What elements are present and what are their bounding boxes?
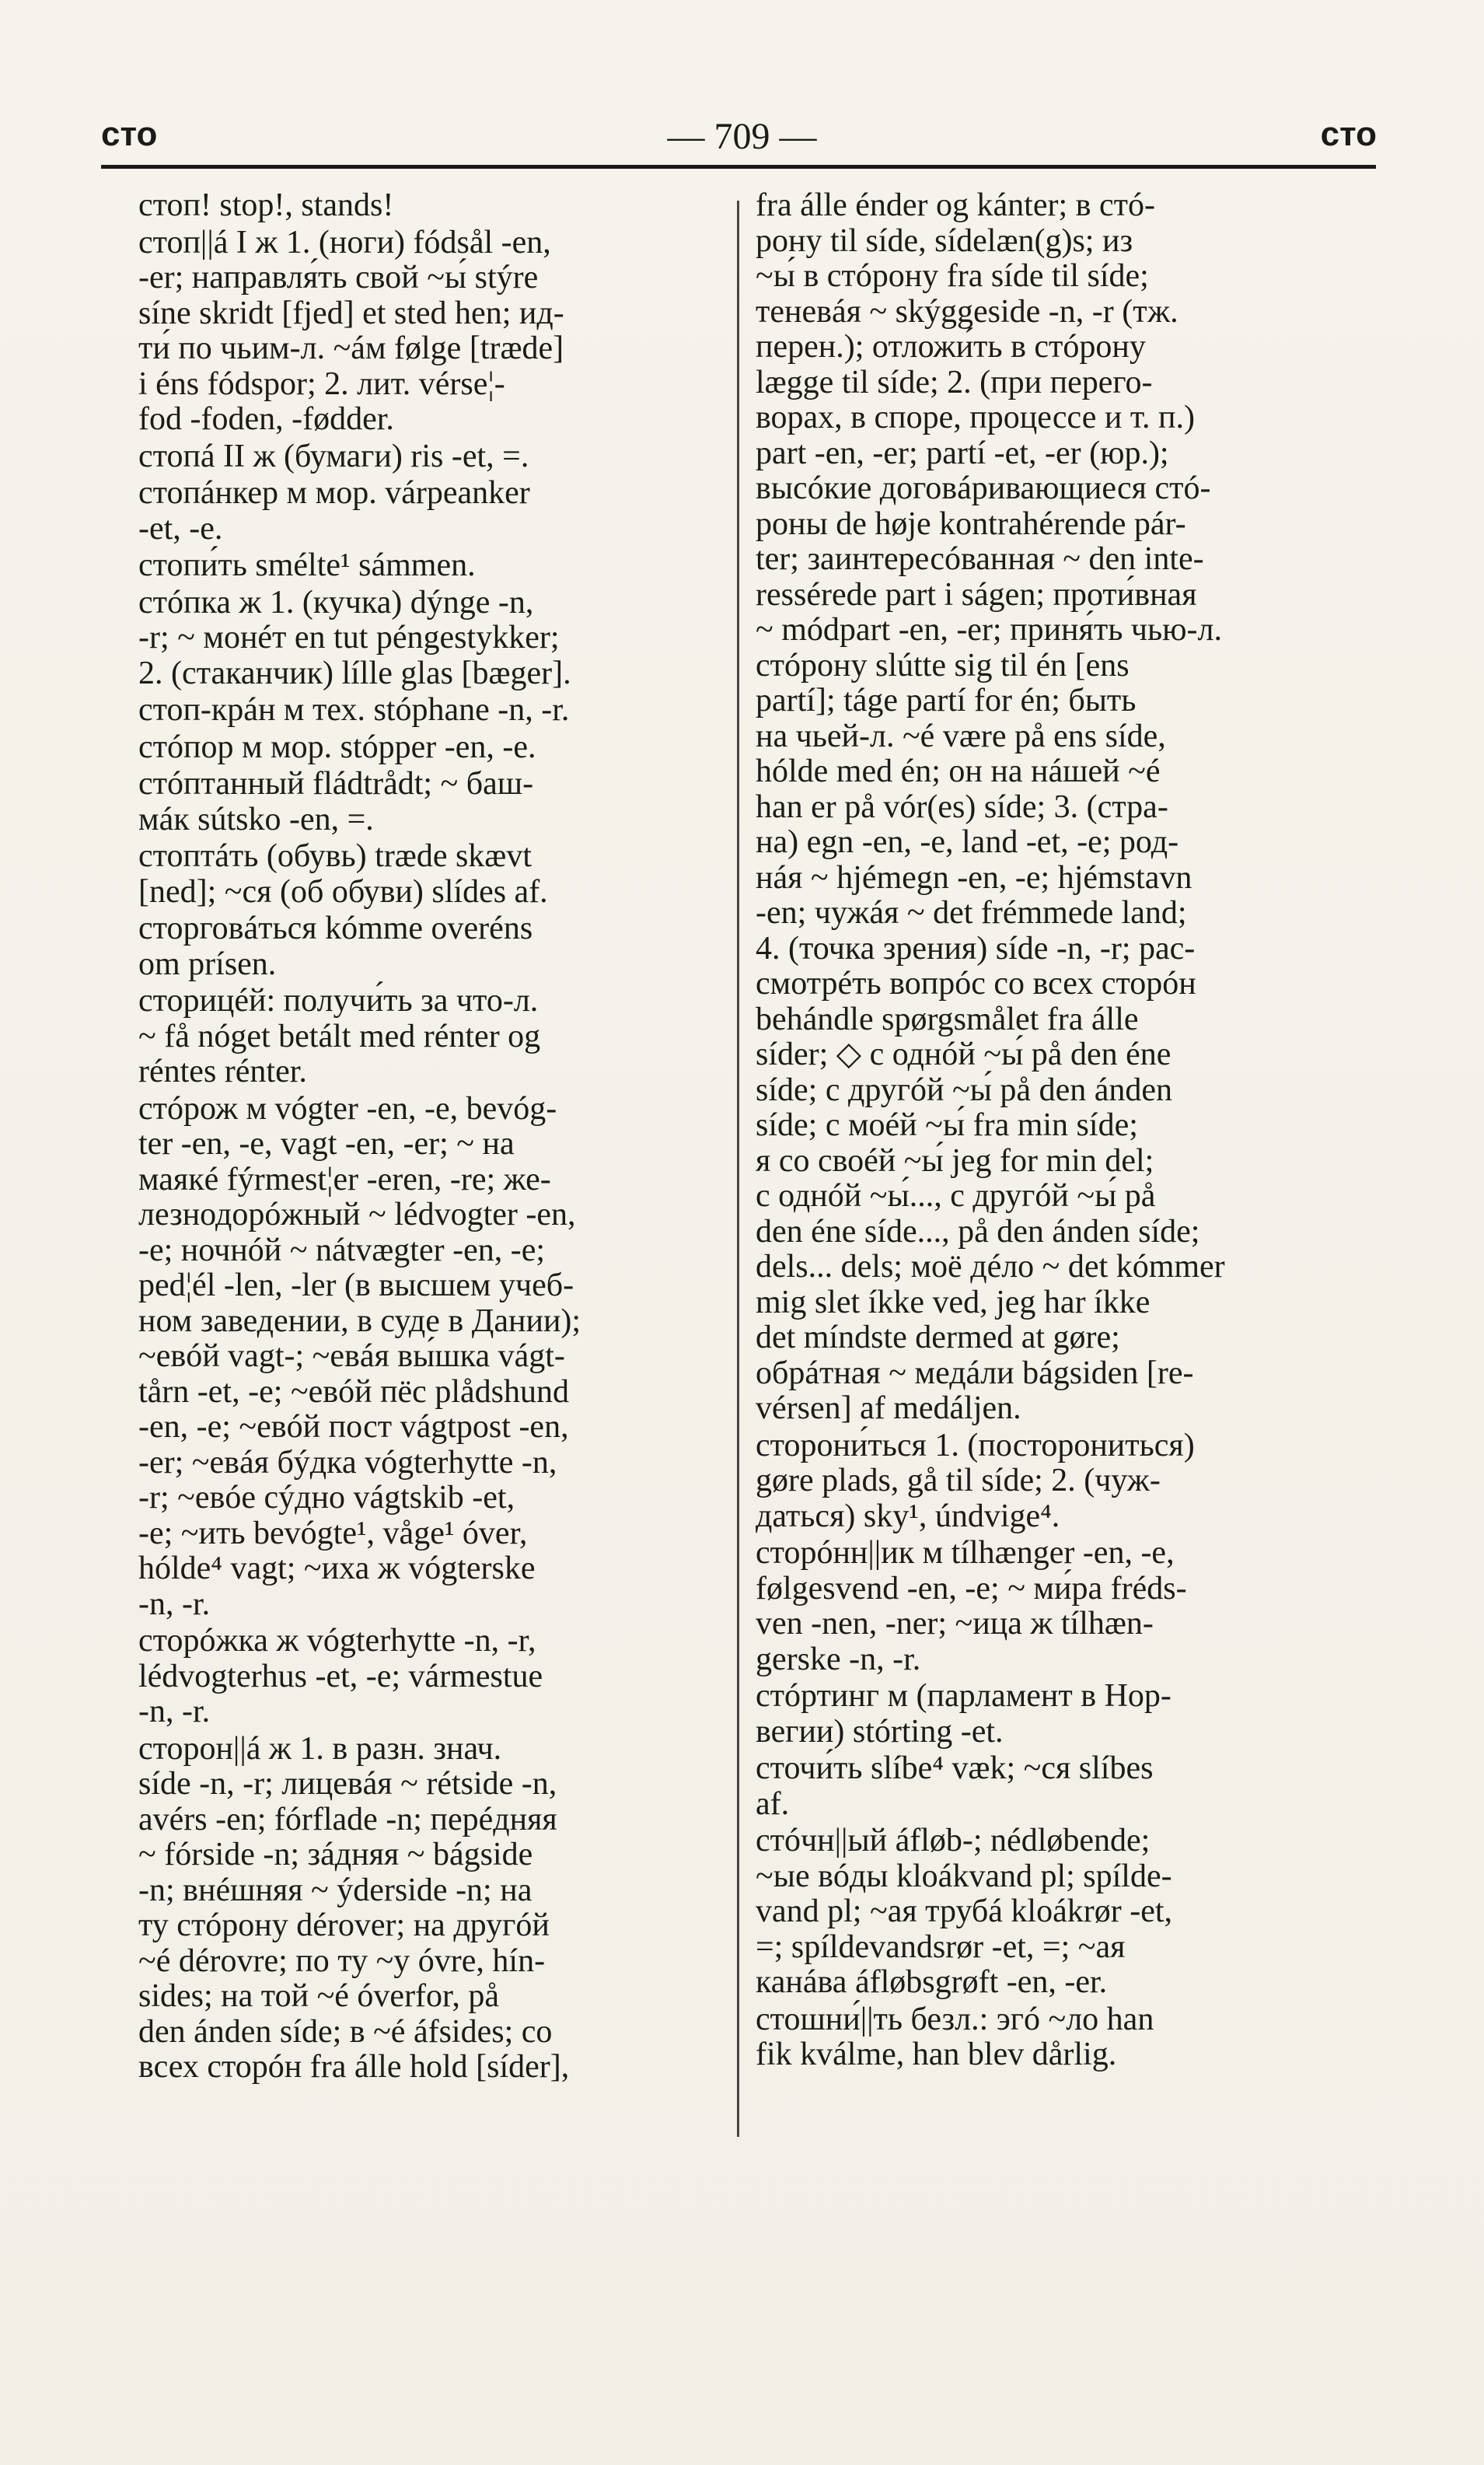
entry-line: ~ få nóget betált med rénter og [138, 1018, 541, 1054]
dictionary-entry [756, 2002, 1376, 2073]
entry-line: маякé fýrmest¦er -eren, -re; же- [138, 1161, 551, 1198]
dictionary-entry [138, 439, 729, 475]
entry-line: -r; ~ монéт en tut péngestykker; [138, 620, 560, 656]
dictionary-entry [756, 1823, 1376, 2001]
left-column [138, 188, 729, 2087]
entry-line: dels... dels; моё дéло ~ det kómmer [756, 1249, 1225, 1285]
dictionary-entry [756, 188, 1376, 1427]
entry-line: vand pl; ~ая трубá kloákrør -et, [756, 1893, 1173, 1929]
entry-line: 2. (стаканчик) lílle glas [bæger]. [138, 655, 571, 691]
entry-line: ter -en, -e, vagt -en, -er; ~ на [138, 1126, 515, 1162]
dictionary-entry [756, 1679, 1376, 1750]
entry-line: =; spíldevandsrør -et, =; ~ая [756, 1928, 1126, 1965]
entry-line: ~ы́ в стóрону fra síde til síde; [756, 258, 1149, 294]
entry-line: fod -foden, -fødder. [138, 401, 394, 437]
entry-line: -e; ~ить bevógte¹, våge¹ óver, [138, 1515, 528, 1551]
entry-line: перен.); отложи́ть в стóрону [756, 329, 1146, 365]
dictionary-entry [138, 1092, 729, 1623]
entry-line: на) egn -en, -e, land -et, -e; род- [756, 824, 1179, 860]
entry-line: gerske -n, -r. [756, 1641, 921, 1677]
entry-line: теневáя ~ skýggeside -n, -r (тж. [756, 293, 1178, 330]
entry-line: partí]; táge partí for én; быть [756, 683, 1137, 719]
entry-line: ressérede part i ságen; проти́вная [756, 576, 1197, 613]
entry-line: han er på vór(es) síde; 3. (стра- [756, 788, 1168, 825]
entry-line: сторони́ться 1. (посторониться) [756, 1427, 1195, 1463]
entry-line: ~евóй vagt-; ~евáя вы́шка vágt- [138, 1338, 565, 1374]
entry-line: part -en, -er; partí -et, -er (юр.); [756, 435, 1169, 471]
dictionary-entry [138, 730, 729, 766]
entry-line: всех сторóн fra álle hold [síder], [138, 2049, 570, 2085]
entry-line: ~ые вóды kloákvand pl; spílde- [756, 1858, 1172, 1894]
entry-line: сторговáться kómme overéns [138, 911, 533, 946]
dictionary-entry [756, 1428, 1376, 1535]
dictionary-entry [138, 839, 729, 910]
header-guide-word-right: сто [1320, 115, 1377, 153]
entry-line: -er; направля́ть свой ~ы́ stýre [138, 260, 539, 295]
entry-line: стóпор м мор. stópper -en, -e. [138, 729, 536, 765]
dictionary-entry [138, 548, 729, 584]
entry-line: 4. (точка зрения) síde -n, -r; рас- [756, 930, 1196, 967]
dictionary-entry [138, 586, 729, 692]
entry-line: вегии) stórting -et. [756, 1713, 1004, 1750]
entry-line: -e; ночнóй ~ nátvægter -en, -e; [138, 1232, 546, 1268]
entry-line: gøre plads, gå til síde; 2. (чуж- [756, 1463, 1161, 1498]
entry-line: нáя ~ hjémegn -en, -e; hjémstavn [756, 859, 1192, 896]
entry-line: стопáнкер м мор. várpeanker [138, 475, 530, 511]
entry-line: роны de høje kontrahérende pár- [756, 505, 1186, 542]
entry-line: рону til síde, sídelæn(g)s; из [756, 222, 1133, 259]
entry-line: [ned]; ~ся (об обуви) slídes af. [138, 873, 548, 910]
dictionary-entry [138, 984, 729, 1090]
entry-line: fik kválme, han blev dårlig. [756, 2037, 1117, 2072]
entry-line: hólde⁴ vagt; ~иха ж vógterske [138, 1551, 536, 1586]
entry-line: сточи́ть slíbe⁴ væk; ~ся slíbes [756, 1750, 1154, 1786]
entry-line: i éns fódspor; 2. лит. vérse¦- [138, 365, 505, 402]
entry-line: vérsen] af medáljen. [756, 1390, 1021, 1426]
entry-line: -er; ~евáя бýдка vógterhytte -n, [138, 1444, 557, 1481]
entry-line: стошни́||ть безл.: эгó ~ло han [756, 2001, 1154, 2037]
entry-line: -et, -e. [138, 510, 223, 547]
entry-line: сторон||á ж 1. в разн. знач. [138, 1730, 502, 1767]
entry-line: -n, -r. [138, 1586, 211, 1622]
entry-line: ped¦él -len, -ler (в высшем учеб- [138, 1267, 574, 1303]
entry-line: даться) sky¹, úndvige⁴. [756, 1498, 1060, 1534]
entry-line: на чьей-л. ~é være på ens síde, [756, 718, 1166, 754]
header-guide-word-left: сто [101, 115, 158, 153]
dictionary-entry [138, 476, 729, 547]
entry-line: сторóжка ж vógterhytte -n, -r, [138, 1623, 536, 1659]
entry-line: стóпка ж 1. (кучка) dýnge -n, [138, 584, 534, 621]
page-header [0, 115, 1484, 170]
entry-line: mig slet íkke ved, jeg har íkke [756, 1284, 1151, 1320]
entry-line: behándle spørgsmålet fra álle [756, 1001, 1139, 1037]
entry-line: lægge til síde; 2. (при перего- [756, 364, 1153, 400]
entry-line: følgesvend -en, -e; ~ ми́ра fréds- [756, 1570, 1187, 1607]
entry-line: tårn -et, -e; ~евóй пёс plådshund [138, 1373, 569, 1410]
entry-line: -n; внéшняя ~ ýderside -n; на [138, 1872, 532, 1908]
entry-line: стóчн||ый áfløb-; nédløbende; [756, 1823, 1151, 1858]
entry-line: ном заведении, в суде в Дании); [138, 1302, 581, 1339]
entry-line: ter; заинтересóванная ~ den inte- [756, 541, 1204, 577]
right-column [756, 188, 1376, 2075]
entry-line: ворах, в споре, процессе и т. п.) [756, 400, 1195, 435]
entry-line: af. [756, 1785, 790, 1822]
entry-line: ~é dérovre; по ту ~у óvre, hín- [138, 1942, 546, 1979]
entry-line: ти́ по чьим-л. ~áм følge [træde] [138, 330, 564, 366]
entry-line: с однóй ~ы́..., с другóй ~ы́ på [756, 1178, 1156, 1214]
entry-line: стоп! stop!, stands! [138, 187, 394, 223]
dictionary-entry [138, 226, 729, 438]
page-number: — 709 — [667, 116, 817, 157]
entry-line: den éne síde..., på den ánden síde; [756, 1213, 1200, 1250]
entry-line: стóрону slútte sig til én [ens [756, 647, 1130, 684]
entry-line: sides; на той ~é óverfor, på [138, 1978, 499, 2014]
dictionary-entry [138, 1624, 729, 1730]
entry-line: ту стóрону dérover; на другóй [138, 1907, 550, 1943]
dictionary-entry [756, 1536, 1376, 1677]
header-rule [101, 165, 1376, 169]
entry-line: стоп-крáн м тех. stóphane -n, -r. [138, 692, 570, 728]
entry-line: ven -nen, -ner; ~ица ж tílhæn- [756, 1606, 1154, 1642]
entry-line: ~ módpart -en, -er; приня́ть чью-л. [756, 612, 1222, 648]
entry-line: den ánden síde; в ~é áfsides; со [138, 2013, 553, 2050]
dictionary-entry [756, 1751, 1376, 1822]
entry-line: обрáтная ~ медáли bágsiden [re- [756, 1355, 1194, 1391]
column-divider [737, 201, 739, 2137]
entry-line: стопá II ж (бумаги) ris -et, =. [138, 438, 529, 474]
entry-line: -n, -r. [138, 1694, 211, 1729]
entry-line: стóртинг м (парламент в Нор- [756, 1678, 1171, 1714]
entry-line: ~ fórside -n; зáдняя ~ bágside [138, 1837, 533, 1872]
entry-line: síde -n, -r; лицевáя ~ rétside -n, [138, 1766, 557, 1802]
entry-line: мáк sútsko -en, =. [138, 801, 374, 837]
entry-line: -en; чужáя ~ det frémmede land; [756, 895, 1187, 931]
entry-line: réntes rénter. [138, 1054, 307, 1089]
entry-line: -en, -e; ~евóй пост vágtpost -en, [138, 1409, 569, 1445]
entry-line: стоп||á I ж 1. (ноги) fódsål -en, [138, 224, 551, 260]
entry-line: om prísen. [138, 946, 277, 982]
entry-line: -r; ~евóе сýдно vágtskib -et, [138, 1480, 515, 1516]
entry-line: síne skridt [fjed] et sted hen; ид- [138, 295, 564, 331]
entry-line: я со своéй ~ы́ jeg for min del; [756, 1142, 1154, 1179]
entry-line: fra álle énder og kánter; в стó- [756, 187, 1155, 223]
dictionary-entry [138, 188, 729, 224]
dictionary-entry [138, 693, 729, 729]
entry-line: высóкие договáривающиеся стó- [756, 470, 1211, 506]
entry-line: смотрéть вопрóс со всех сторóн [756, 966, 1196, 1002]
entry-line: стóрож м vógter -en, -e, bevóg- [138, 1090, 557, 1127]
dictionary-entry [138, 1732, 729, 2086]
entry-line: стóптанный fládtrådt; ~ баш- [138, 766, 534, 802]
entry-line: канáва áfløbsgrøft -en, -er. [756, 1964, 1108, 2000]
entry-line: síde; с моéй ~ы́ fra min síde; [756, 1107, 1138, 1143]
entry-line: стопи́ть smélte¹ sámmen. [138, 547, 476, 583]
entry-line: síder; ◇ с однóй ~ы́ på den éne [756, 1037, 1171, 1072]
entry-line: avérs -en; fórflade -n; перéдняя [138, 1801, 557, 1837]
entry-line: стоптáть (обувь) træde skævt [138, 838, 532, 874]
entry-line: lédvogterhus -et, -e; vármestue [138, 1658, 543, 1694]
dictionary-entry [138, 911, 729, 982]
entry-line: лезнодорóжный ~ lédvogter -en, [138, 1197, 576, 1232]
entry-line: сторóнн||ик м tílhænger -en, -e, [756, 1535, 1175, 1571]
entry-line: сторицéй: получи́ть за что-л. [138, 983, 539, 1019]
entry-line: det míndste dermed at gøre; [756, 1320, 1120, 1355]
entry-line: síde; с другóй ~ы́ på den ánden [756, 1072, 1172, 1108]
dictionary-entry [138, 767, 729, 837]
entry-line: hólde med én; он на нáшей ~é [756, 753, 1161, 789]
